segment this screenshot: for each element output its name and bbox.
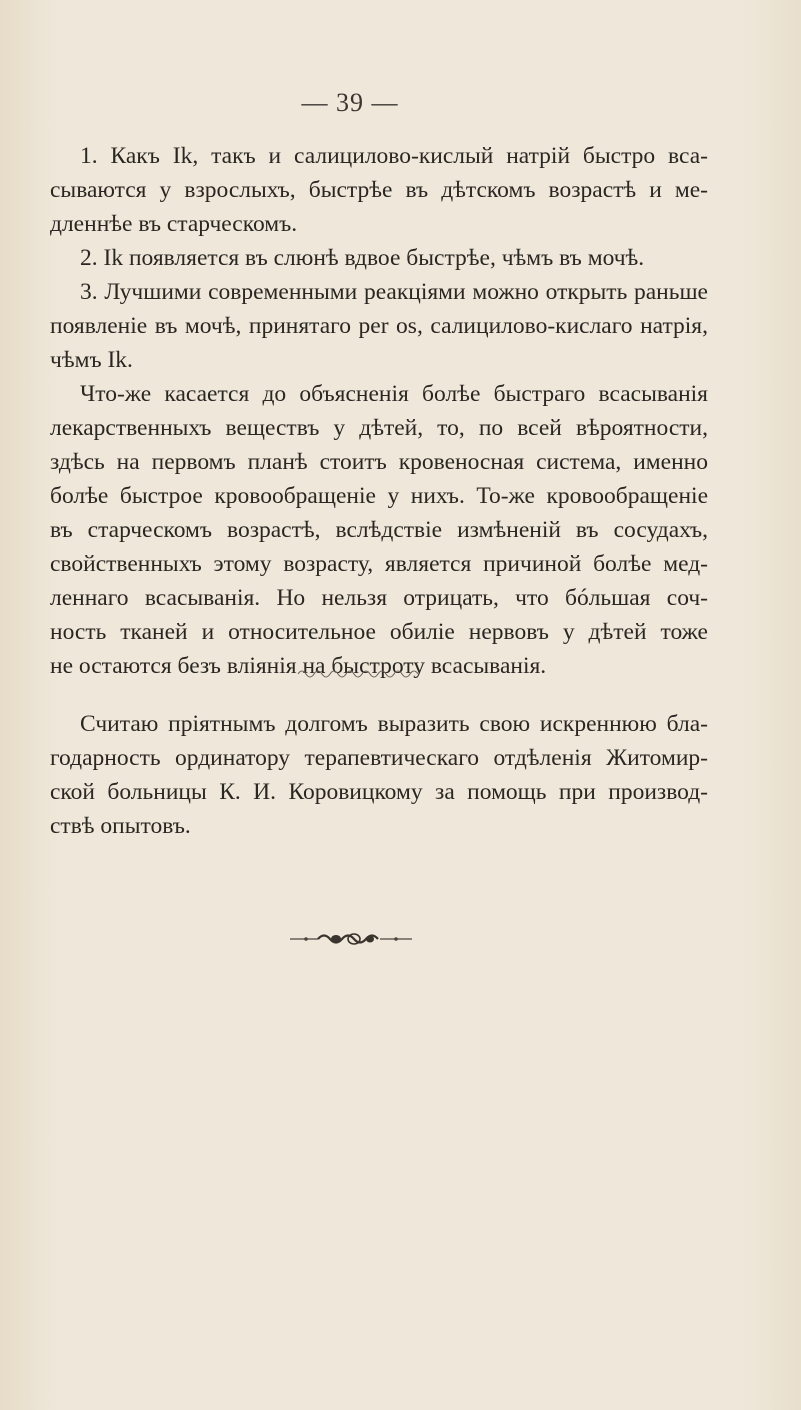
text-line: болѣе быстрое кровообращеніе у нихъ. То-же кровообращеніе [50, 483, 708, 509]
text-line: 2. Ik появляется въ слюнѣ вдвое быстрѣе, чѣмъ въ мочѣ. [80, 245, 645, 271]
text-line: 1. Какъ Ik, такъ и салицилово-кислый натрій быстро вса- [80, 143, 708, 169]
text-line: Считаю пріятнымъ долгомъ выразить свою искреннюю бла- [80, 711, 708, 737]
tailpiece-ornament [288, 930, 414, 948]
text-line: Что-же касается до объясненія болѣе быстраго всасыванія [80, 381, 708, 407]
text-line: леннаго всасыванія. Но нельзя отрицать, что бóльшая соч- [50, 585, 708, 611]
text-line: появленіе въ мочѣ, принятаго per os, салицилово-кислаго натрія, [50, 313, 708, 339]
text-line: ность тканей и относительное обиліе нервовъ у дѣтей тоже [50, 619, 708, 645]
text-line: ской больницы К. И. Коровицкому за помощь при производ- [50, 779, 708, 805]
wavy-divider-ornament [296, 666, 422, 680]
text-line: въ старческомъ возрастѣ, вслѣдствіе измѣненій въ сосудахъ, [50, 517, 708, 543]
text-line: лекарственныхъ веществъ у дѣтей, то, по всей вѣроятности, [50, 415, 708, 441]
text-line: ствѣ опытовъ. [50, 813, 191, 839]
text-line: сываются у взрослыхъ, быстрѣе въ дѣтскомъ возрастѣ и ме- [50, 177, 708, 203]
text-line: годарность ординатору терапевтическаго отдѣленія Житомир- [50, 745, 708, 771]
text-line: не остаются безъ вліянія на быстроту всасыванія. [50, 653, 547, 679]
page-number: — 39 — [301, 88, 399, 117]
text-line: 3. Лучшими современными реакціями можно открыть раньше [80, 279, 708, 305]
acknowledgement-section [50, 707, 708, 843]
text-line: чѣмъ Ik. [50, 347, 133, 373]
text-line: дленнѣе въ старческомъ. [50, 211, 298, 237]
text-line: свойственныхъ этому возрасту, является причиной болѣе мед- [50, 551, 708, 577]
text-line: здѣсь на первомъ планѣ стоитъ кровеносная система, именно [50, 449, 708, 475]
conclusions-section [50, 139, 708, 683]
